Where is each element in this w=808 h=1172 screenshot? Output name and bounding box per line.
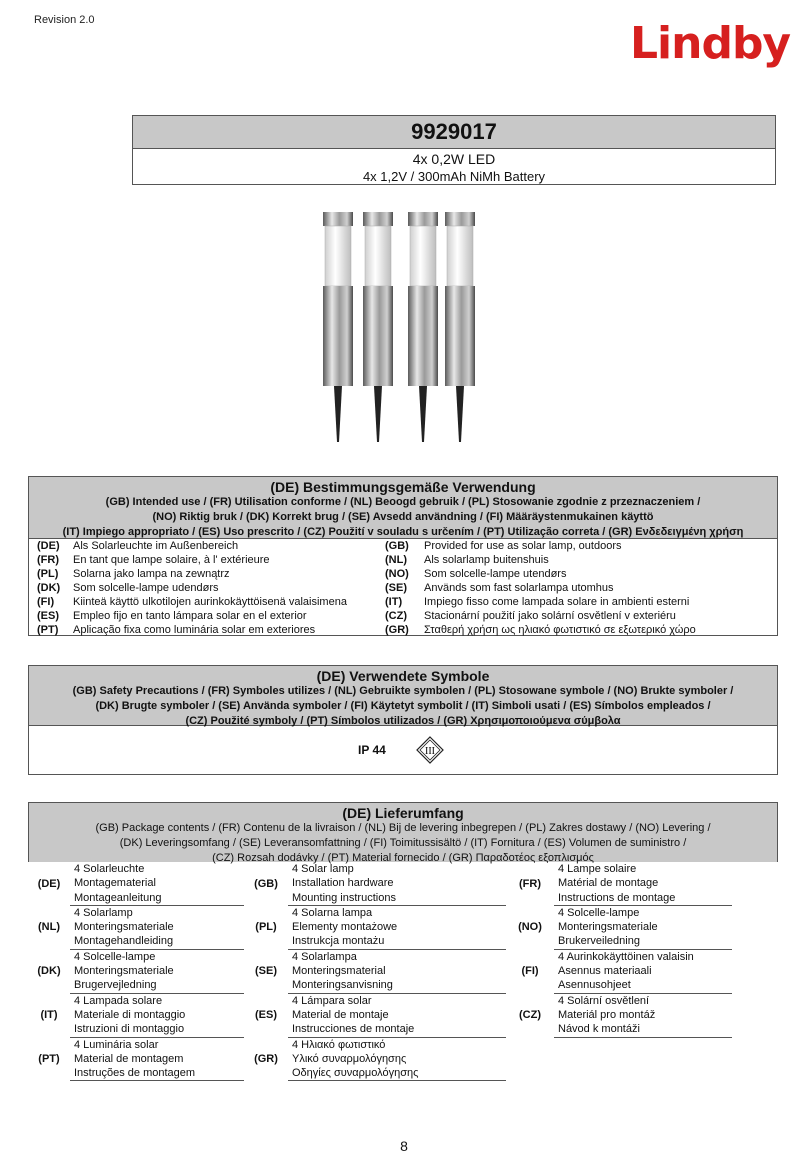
contents-row	[28, 1022, 732, 1037]
lamp-4	[445, 212, 475, 442]
contents-item: Instrucciones de montaje	[288, 1022, 506, 1037]
contents-table	[28, 862, 732, 1081]
contents-row	[28, 964, 732, 978]
lang-code: (DE)	[37, 540, 60, 552]
contents-item: Monteringsmateriale	[558, 921, 658, 934]
contents-item: Asennus materiaali	[558, 965, 652, 978]
contents-item: 4 Solarlampa	[292, 950, 357, 963]
contents-section	[28, 802, 778, 862]
lang-code: (IT)	[385, 596, 403, 608]
lang-code: (NO)	[518, 921, 542, 934]
protection-class-label: III	[425, 746, 435, 757]
contents-item: 4 Lámpara solar	[292, 994, 372, 1007]
intended-use-text: Als solarlamp buitenshuis	[424, 554, 549, 566]
symbols-section	[28, 665, 778, 775]
lang-code: (GR)	[385, 624, 409, 636]
intended-use-text: Används som fast solarlampa utomhus	[424, 582, 614, 594]
lang-code: (PT)	[37, 624, 59, 636]
symbols-header	[29, 666, 777, 726]
contents-row	[28, 934, 732, 949]
lang-code: (FR)	[37, 554, 59, 566]
lang-code: (DE)	[37, 877, 61, 890]
product-header	[132, 115, 776, 185]
contents-item: Instrukcja montażu	[288, 934, 506, 949]
contents-item: Monteringsmateriale	[74, 965, 174, 978]
lang-code: (ES)	[255, 1008, 277, 1021]
intended-use-text: Kiinteä käyttö ulkotilojen aurinkokäyttöisenä valaisimena	[73, 596, 347, 608]
contents-item: Mounting instructions	[288, 891, 506, 906]
lang-code: (DK)	[37, 965, 61, 978]
intended-use-sub-3: (IT) Impiego appropriato / (ES) Uso prescrito / (CZ) Použití v souladu s určením / (PT) Utilização correta / (GR) Ενδεδειγμένη χρήση	[62, 526, 744, 538]
lang-code: (PT)	[38, 1052, 60, 1065]
contents-item: Material de montagem	[74, 1052, 184, 1065]
intended-use-text: Impiego fisso come lampada solare in ambienti esterni	[424, 596, 690, 608]
contents-item: Monteringsanvisning	[288, 978, 506, 993]
lang-code: (CZ)	[519, 1008, 541, 1021]
lamp-2	[363, 212, 393, 442]
contents-item: 4 Ηλιακό φωτιστικό	[292, 1038, 386, 1051]
battery-spec: 4x 1,2V / 300mAh NiMh Battery	[362, 169, 546, 184]
contents-row	[28, 1008, 732, 1022]
symbols-sub-1: (GB) Safety Precautions / (FR) Symboles utilizes / (NL) Gebruikte symbolen / (PL) Stosowane symbole / (NO) Brukte symboler /	[72, 685, 734, 697]
lamp-1	[323, 212, 353, 442]
contents-sub-1: (GB) Package contents / (FR) Contenu de la livraison / (NL) Bij de levering inbegrepen / (PL) Zakres dostawy / (NO) Levering /	[95, 822, 711, 834]
contents-item: Οδηγίες συναρμολόγησης	[288, 1066, 506, 1081]
contents-item: Matérial de montage	[558, 877, 659, 890]
contents-item: Brukerveiledning	[554, 934, 732, 949]
contents-item: 4 Solar lamp	[292, 863, 354, 875]
intended-use-text: Provided for use as solar lamp, outdoors	[424, 540, 622, 552]
lang-code: (SE)	[255, 965, 277, 978]
contents-row	[28, 920, 732, 934]
intended-use-text: Σταθερή χρήση ως ηλιακό φωτιστικό σε εξωτερικό χώρο	[424, 624, 696, 636]
contents-item: 4 Solární osvětlení	[558, 994, 650, 1007]
symbols-sub-2: (DK) Brugte symboler / (SE) Använda symboler / (FI) Käytetyt symbolit / (IT) Simboli usati / (ES) Símbolos empleados /	[95, 700, 711, 712]
lang-code: (PL)	[37, 568, 59, 580]
ip-rating-row	[29, 726, 777, 774]
intended-use-title: (DE) Bestimmungsgemäße Verwendung	[270, 479, 536, 495]
lamp-3	[408, 212, 438, 442]
lang-code: (GB)	[254, 877, 278, 890]
contents-item: Instruções de montagem	[70, 1066, 244, 1081]
revision-label: Revision 2.0	[34, 14, 95, 26]
lang-code: (CZ)	[385, 610, 407, 622]
intended-use-section	[28, 476, 778, 636]
contents-item: Montagehandleiding	[70, 934, 244, 949]
lang-code: (GR)	[254, 1052, 278, 1065]
contents-title: (DE) Lieferumfang	[342, 805, 464, 821]
lang-code: (FR)	[519, 877, 541, 890]
lang-code: (NL)	[38, 921, 60, 934]
contents-item	[554, 1037, 732, 1052]
lang-code: (FI)	[521, 965, 539, 978]
lang-code	[506, 1037, 554, 1081]
contents-row	[28, 993, 732, 1008]
symbols-title: (DE) Verwendete Symbole	[316, 668, 490, 684]
contents-item: Elementy montażowe	[292, 921, 398, 934]
contents-item: Instructions de montage	[554, 891, 732, 906]
lang-code: (SE)	[385, 582, 407, 594]
contents-item: Monteringsmateriale	[74, 921, 174, 934]
symbols-sub-3: (CZ) Použité symboly / (PT) Símbolos utilizados / (GR) Χρησιμοποιούμενα σύμβολα	[185, 715, 621, 727]
contents-row	[28, 978, 732, 993]
intended-use-sub-1: (GB) Intended use / (FR) Utilisation conforme / (NL) Beoogd gebruik / (PL) Stosowanie zgodnie z przeznaczeniem /	[105, 496, 701, 508]
contents-row	[28, 1066, 732, 1081]
contents-item: Montagematerial	[74, 877, 156, 890]
contents-item: 4 Solarlamp	[74, 906, 133, 919]
lang-code: (NO)	[385, 568, 409, 580]
contents-item: 4 Lampada solare	[74, 994, 163, 1007]
contents-item: Installation hardware	[292, 877, 394, 890]
contents-item: 4 Solcelle-lampe	[74, 950, 156, 963]
lang-code: (PL)	[255, 921, 277, 934]
lang-code: (FI)	[37, 596, 55, 608]
contents-row	[28, 1052, 732, 1066]
contents-item: Material de montaje	[292, 1008, 389, 1021]
contents-item: Υλικό συναρμολόγησης	[292, 1052, 407, 1065]
contents-row	[28, 905, 732, 920]
led-spec: 4x 0,2W LED	[412, 151, 496, 167]
contents-sub-3: (CZ) Rozsah dodávky / (PT) Material fornecido / (GR) Παραδοτέος εξοπλισμός	[212, 852, 594, 864]
contents-item: Materiál pro montáž	[558, 1008, 656, 1021]
model-number: 9929017	[133, 116, 775, 149]
lang-code: (GB)	[385, 540, 409, 552]
contents-item: Materiale di montaggio	[74, 1008, 186, 1021]
contents-row	[28, 949, 732, 964]
intended-use-text: Stacionární použití jako solární osvětlení v exteriéru	[424, 610, 676, 622]
lang-code: (NL)	[385, 554, 407, 566]
contents-header	[29, 803, 777, 866]
contents-item: 4 Luminária solar	[74, 1038, 159, 1051]
intended-use-header	[29, 477, 777, 539]
product-image	[318, 212, 488, 448]
ip-rating: IP 44	[358, 743, 386, 757]
contents-item: Montageanleitung	[70, 891, 244, 906]
page-number: 8	[400, 1138, 408, 1154]
contents-item: 4 Solcelle-lampe	[558, 906, 640, 919]
lang-code: (DK)	[37, 582, 61, 594]
protection-class-iii-icon	[416, 736, 444, 764]
contents-row	[28, 1037, 732, 1052]
intended-use-text: Som solcelle-lampe udendørs	[73, 582, 219, 594]
contents-item	[554, 1066, 732, 1081]
contents-item: 4 Solarleuchte	[74, 863, 145, 875]
contents-row	[28, 891, 732, 906]
contents-item: 4 Aurinkokäyttöinen valaisin	[558, 950, 694, 963]
contents-item: Asennusohjeet	[554, 978, 732, 993]
contents-item: 4 Lampe solaire	[558, 863, 637, 875]
lang-code: (IT)	[40, 1008, 58, 1021]
contents-item: 4 Solarna lampa	[292, 906, 373, 919]
brand-logo: Lindby	[630, 18, 791, 69]
intended-use-text: Som solcelle-lampe utendørs	[424, 568, 567, 580]
contents-row	[28, 876, 732, 890]
intended-use-text: Empleo fijo en tanto lámpara solar en el exterior	[73, 610, 307, 622]
contents-row	[28, 862, 732, 876]
intended-use-text: En tant que lampe solaire, à l' extérieure	[73, 554, 270, 566]
intended-use-text: Als Solarleuchte im Außenbereich	[73, 540, 239, 552]
contents-item: Návod k montáži	[554, 1022, 732, 1037]
intended-use-text: Solarna jako lampa na zewnątrz	[73, 568, 230, 580]
contents-sub-2: (DK) Leveringsomfang / (SE) Leveransomfattning / (FI) Toimitussisältö / (IT) Fornitura / (ES) Volumen de suministro /	[119, 837, 687, 849]
intended-use-text: Aplicação fixa como luminária solar em exteriores	[73, 624, 316, 636]
intended-use-sub-2: (NO) Riktig bruk / (DK) Korrekt brug / (SE) Avsedd användning / (FI) Määräystenmukainen käyttö	[152, 511, 654, 523]
contents-item: Monteringsmaterial	[292, 965, 386, 978]
contents-item: Brugervejledning	[70, 978, 244, 993]
contents-item: Istruzioni di montaggio	[70, 1022, 244, 1037]
lang-code: (ES)	[37, 610, 59, 622]
contents-item	[554, 1052, 732, 1066]
